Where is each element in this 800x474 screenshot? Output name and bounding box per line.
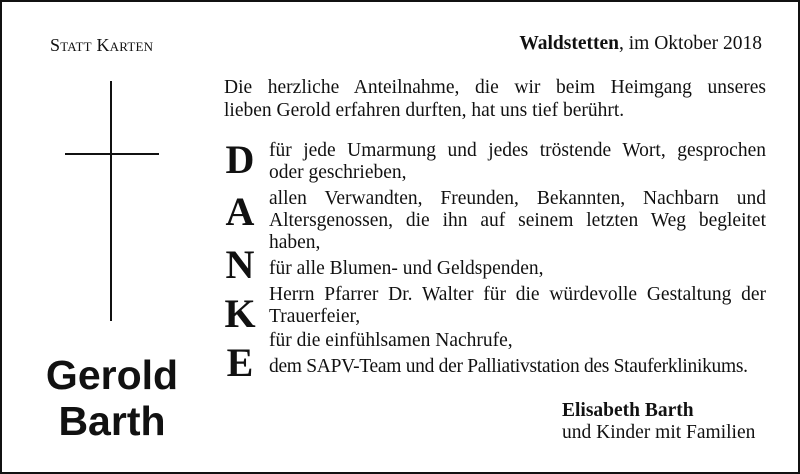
danke-line: für jede Umarmung und jedes tröstende Wort, gesprochen	[269, 140, 766, 161]
danke-letter-a: A	[225, 189, 255, 234]
danke-line: dem SAPV-Team und der Palliativstation des Stauferklinikums.	[269, 356, 748, 377]
cross-icon-vertical	[110, 81, 112, 321]
header-place-date	[519, 33, 762, 55]
header-statt-karten: Statt Karten	[50, 35, 154, 55]
danke-letter-n: N	[225, 242, 255, 287]
header-place: Waldstetten	[519, 33, 620, 54]
intro-line: Die herzliche Anteilnahme, die wir beim Heimgang unseres	[224, 77, 766, 98]
danke-line: oder geschrieben,	[269, 162, 407, 183]
danke-line: Trauerfeier,	[269, 306, 361, 327]
danke-line: haben,	[269, 232, 321, 253]
danke-letter-e: E	[226, 340, 254, 385]
cross-icon-horizontal	[65, 153, 159, 155]
signature-family: und Kinder mit Familien	[562, 422, 756, 443]
danke-letter-d: D	[225, 137, 255, 182]
signature-name: Elisabeth Barth	[562, 400, 694, 421]
intro-text	[224, 76, 766, 122]
danke-letter-k: K	[224, 291, 256, 336]
deceased-name	[2, 352, 222, 444]
deceased-first-name: Gerold	[45, 352, 179, 398]
danke-line: für alle Blumen- und Geldspenden,	[269, 258, 544, 279]
danke-line: Altersgenossen, die ihn auf seinem letzten Weg begleitet	[269, 210, 766, 231]
header-date: , im Oktober 2018	[619, 33, 762, 54]
danke-line: allen Verwandten, Freunden, Bekannten, Nachbarn und	[269, 188, 766, 209]
intro-line: lieben Gerold erfahren durften, hat uns tief berührt.	[224, 100, 625, 121]
danke-line: Herrn Pfarrer Dr. Walter für die würdevolle Gestaltung der	[269, 284, 766, 305]
danke-line: für die einfühlsamen Nachrufe,	[269, 330, 513, 351]
deceased-last-name: Barth	[58, 398, 166, 444]
